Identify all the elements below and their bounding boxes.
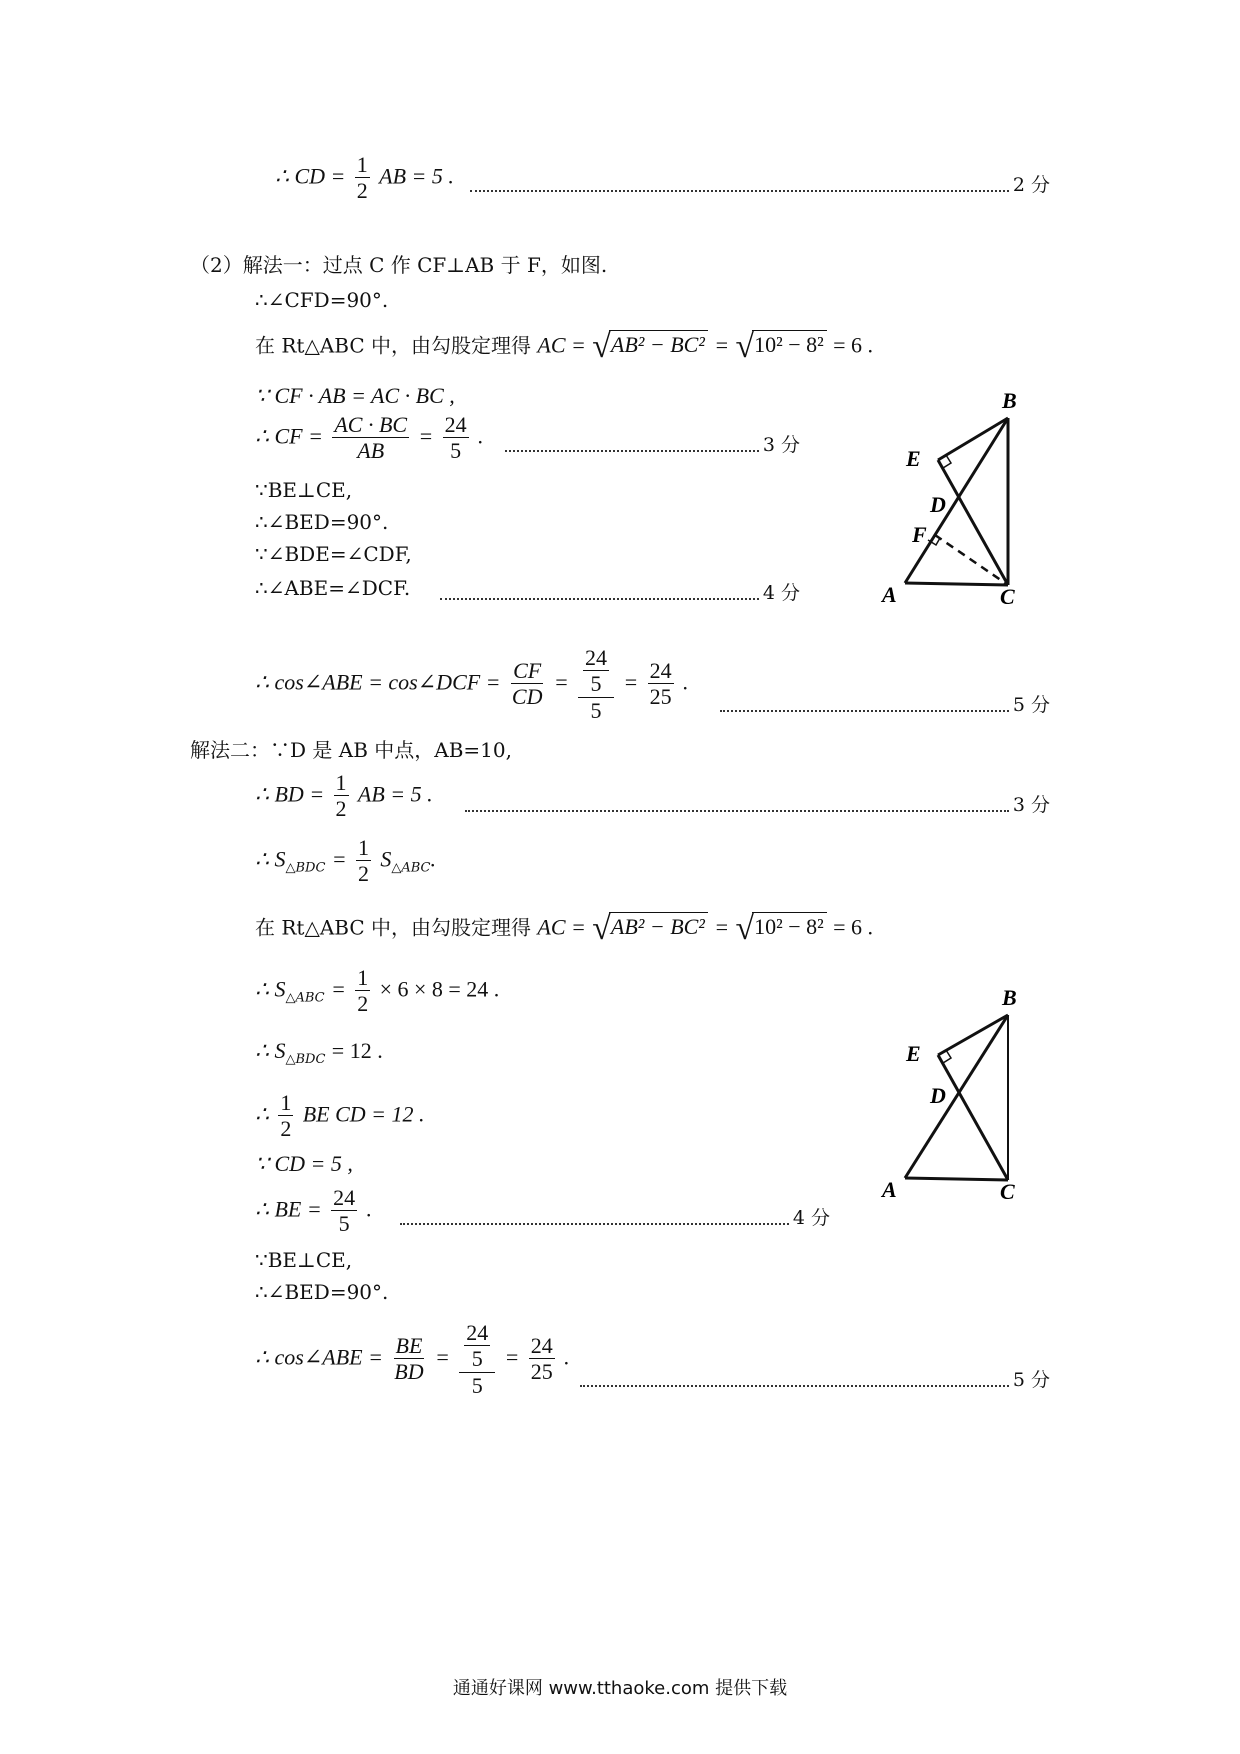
segment-eb (938, 418, 1008, 460)
angle-bed-90-1: ∴∠BED=90°. (255, 510, 389, 534)
footer: 通通好课网 www.tthaoke.com 提供下载 (452, 1678, 788, 1699)
part2-intro: （2）解法一：过点 C 作 CF⊥AB 于 F，如图. (190, 253, 608, 277)
segment-ac (905, 583, 1008, 585)
label-e: E (906, 1041, 921, 1066)
segment-fc-dashed (935, 535, 1008, 585)
segment-eb (938, 1015, 1008, 1055)
score-3b: 3 分 (465, 790, 1050, 817)
cf-ab-ac-bc: ∵ CF · AB = AC · BC , (255, 383, 455, 408)
s-abc-24: ∴ $S_{\triangle ABC}$ = $\frac{1}{2}$ × 6 × 8 = 24 . (255, 965, 500, 1017)
pythagoras-line-1: 在 Rt△ABC 中，由勾股定理得 AC = √ AB² − BC² = √ 10² − 8² = 6 . (255, 328, 874, 365)
label-e: E (906, 446, 921, 471)
label-a: A (882, 1177, 897, 1202)
label-b: B (1002, 985, 1017, 1010)
cd-5: ∵ CD = 5 , (255, 1151, 353, 1176)
figure-1 (870, 380, 1050, 610)
half-be-cd-12: ∴ $\frac{1}{2}$ BE CD = 12 . (255, 1090, 425, 1142)
label-c: C (1000, 584, 1015, 609)
pythagoras-line-2: 在 Rt△ABC 中，由勾股定理得 AC = √ AB² − BC² = √ 10² − 8² = 6 . (255, 910, 874, 947)
angle-cfd-90: ∴∠CFD=90°. (255, 288, 389, 312)
score-5b: 5 分 (580, 1365, 1050, 1392)
angle-abe-dcf: ∴∠ABE=∠DCF. (255, 576, 411, 600)
be-perp-ce-1: ∵BE⊥CE, (255, 478, 353, 502)
s-bdc-half-s-abc: ∴ $S_{\triangle BDC}$ = $\frac{1}{2}$ $S_{\triangle ABC}$. (255, 835, 436, 887)
label-d: D (930, 492, 946, 517)
cos-line-2: ∴ cos∠ABE = $\frac{BE}{BD}$ = $\frac{\frac{24}{5}}{5}$ = $\frac{24}{25}$ . (255, 1320, 570, 1398)
score-4a: 4 分 (440, 578, 800, 605)
line-cd-half-ab: ∴ CD = $\frac{1}{2}$ AB = 5 . (275, 152, 454, 204)
angle-bde-cdf: ∵∠BDE=∠CDF, (255, 542, 412, 566)
cos-line-1: ∴ cos∠ABE = cos∠DCF = $\frac{CF}{CD}$ = $\frac{\frac{24}{5}}{5}$ = $\frac{24}{25}$ . (255, 645, 689, 723)
label-d: D (930, 1083, 946, 1108)
segment-ec (938, 1055, 1008, 1180)
bd-half-ab: ∴ BD = $\frac{1}{2}$ AB = 5 . (255, 770, 433, 822)
label-a: A (882, 582, 897, 607)
score-2: 2 分 (470, 170, 1050, 197)
be-perp-ce-2: ∵BE⊥CE, (255, 1248, 353, 1272)
s-bdc-12: ∴ $S_{\triangle BDC} = 12$ . (255, 1038, 383, 1067)
label-c: C (1000, 1179, 1015, 1204)
score-5a: 5 分 (720, 690, 1050, 717)
figure-2 (870, 975, 1050, 1205)
score-3a: 3 分 (505, 430, 800, 457)
label-f: F (912, 522, 927, 547)
label-b: B (1002, 388, 1017, 413)
angle-bed-90-2: ∴∠BED=90°. (255, 1280, 389, 1304)
score-4b: 4 分 (400, 1203, 830, 1230)
segment-ac (905, 1178, 1008, 1180)
be-fraction: ∴ BE = $\frac{24}{5}$ . (255, 1185, 372, 1237)
method2-intro: 解法二：∵D 是 AB 中点，AB=10, (190, 738, 512, 762)
segment-ec (938, 460, 1008, 585)
cf-fraction-line: ∴ CF = $\frac{AC \cdot BC}{AB}$ = $\frac{24}{5}$ . (255, 412, 484, 464)
